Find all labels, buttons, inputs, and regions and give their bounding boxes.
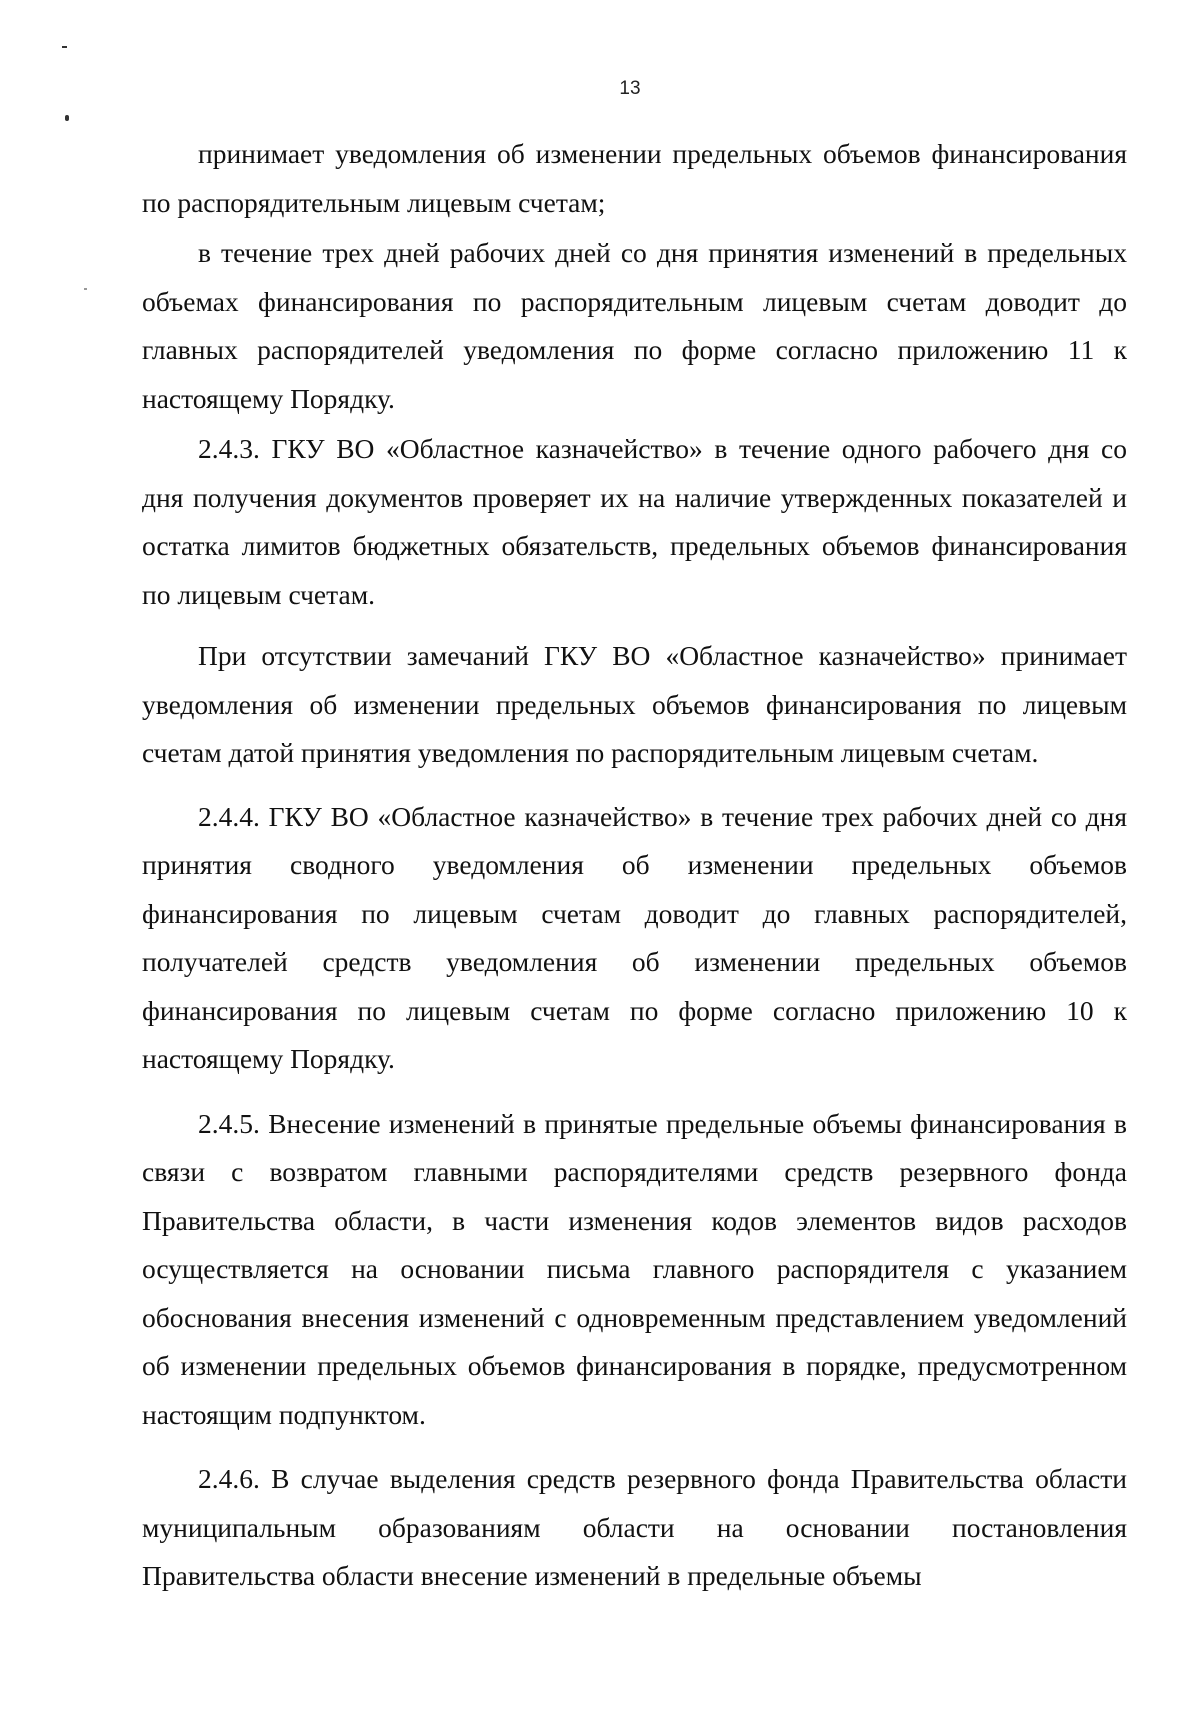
scan-speck [62,46,67,48]
page-number: 13 [619,78,641,99]
paragraph: При отсутствии замечаний ГКУ ВО «Областное казначейство» принимает уведомления об изменении предельных объемов финансирования по лицевым счетам датой принятия уведомления по распорядительным лицевым счетам. [142,640,1127,768]
paragraph: в течение трех дней рабочих дней со дня принятия изменений в предельных объемах финансирования по распорядительным лицевым счетам доводит до главных распорядителей уведомления по форме согласно приложению 11 к настоящему Порядку. [142,237,1127,414]
paragraph: принимает уведомления об изменении предельных объемов финансирования по распорядительным лицевым счетам; [142,138,1127,218]
scan-speck [84,288,87,290]
paragraph: 2.4.3. ГКУ ВО «Областное казначейство» в течение одного рабочего дня со дня получения документов проверяет их на наличие утвержденных показателей и остатка лимитов бюджетных обязательств, предельных объемов финансирования по лицевым счетам. [142,433,1127,610]
scan-speck [65,115,69,121]
paragraph: 2.4.4. ГКУ ВО «Областное казначейство» в течение трех рабочих дней со дня принятия сводного уведомления об изменении предельных объемов финансирования по лицевым счетам доводит до главных распорядителей, получателей средств уведомления об изменении предельных объемов финансирования по лицевым счетам по форме согласно приложению 10 к настоящему Порядку. [142,800,1127,1074]
document-body [142,130,1127,1601]
paragraph: 2.4.5. Внесение изменений в принятые предельные объемы финансирования в связи с возвратом главными распорядителями средств резервного фонда Правительства области, в части изменения кодов элементов видов расходов осуществляется на основании письма главного распорядителя с указанием обоснования внесения изменений с одновременным представлением уведомлений об изменении предельных объемов финансирования в порядке, предусмотренном настоящим подпунктом. [142,1107,1127,1430]
paragraph: 2.4.6. В случае выделения средств резервного фонда Правительства области муниципальным образованиям области на основании постановления Правительства области внесение изменений в предельные объемы [142,1463,1127,1591]
